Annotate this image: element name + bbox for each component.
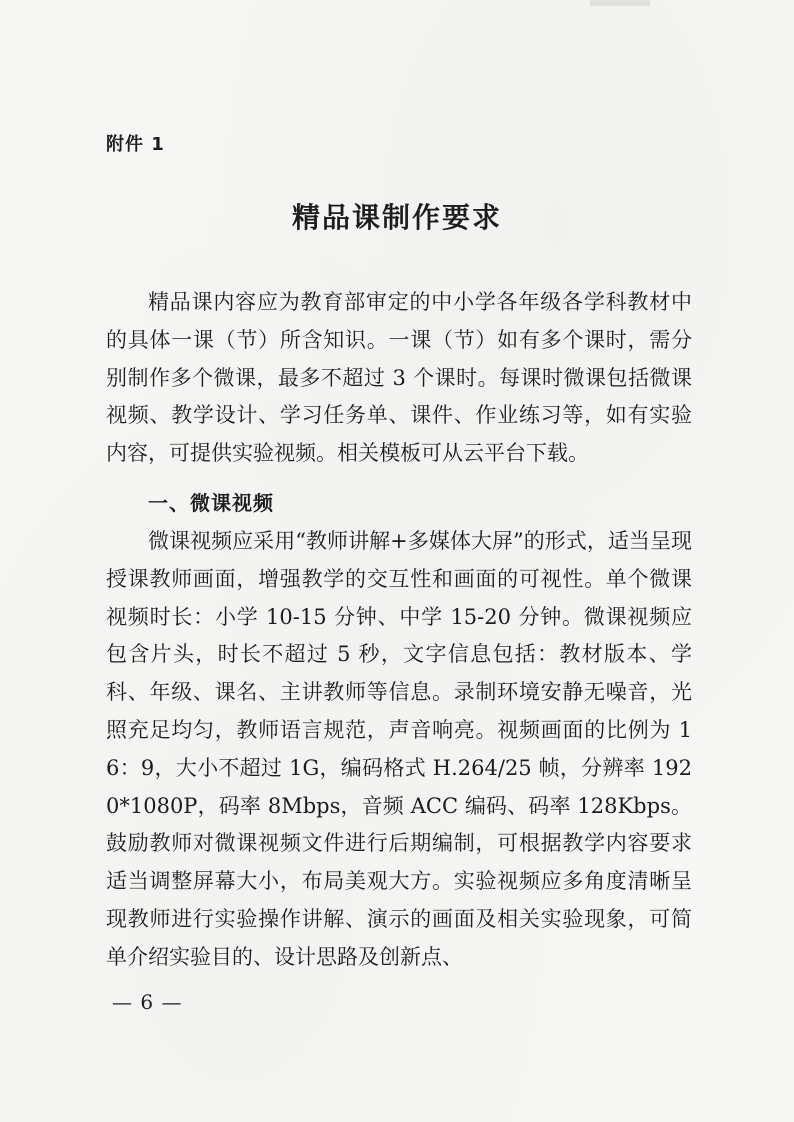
attachment-label: 附件 1 bbox=[106, 134, 165, 155]
video-requirements-paragraph: 微课视频应采用“教师讲解+多媒体大屏”的形式，适当呈现授课教师画面，增强教学的交互性和画面的可视性。单个微课视频时长：小学 10-15 分钟、中学 15-20 分钟。微课视频应包含片头，时长不超过 5 秒，文字信息包括：教材版本、学科、年级、课名、主讲教师等信息。录制环境安静无噪音，光照充足均匀，教师语言规范，声音响亮。视频画面的比例为 16：9，大小不超过 1G，编码格式 H.264/25 帧，分辨率 1920*1080P，码率 8Mbps，音频 ACC 编码、码率 128Kbps。鼓励教师对微课视频文件进行后期编制，可根据教学内容要求适当调整屏幕大小，布局美观大方。实验视频应多角度清晰呈现教师进行实验操作讲解、演示的画面及相关实验现象，可简单介绍实验目的、设计思路及创新点、 bbox=[106, 529, 692, 969]
intro-paragraph: 精品课内容应为教育部审定的中小学各年级各学科教材中的具体一课（节）所含知识。一课（节）如有多个课时，需分别制作多个微课，最多不超过 3 个课时。每课时微课包括微课视频、教学设计、学习任务单、课件、作业练习等，如有实验内容，可提供实验视频。相关模板可从云平台下载。 bbox=[106, 290, 692, 466]
document-title: 精品课制作要求 bbox=[291, 201, 502, 234]
section-heading: 一、微课视频 bbox=[148, 491, 274, 515]
page-number: — 6 — bbox=[112, 990, 183, 1014]
scan-mark bbox=[590, 0, 650, 6]
